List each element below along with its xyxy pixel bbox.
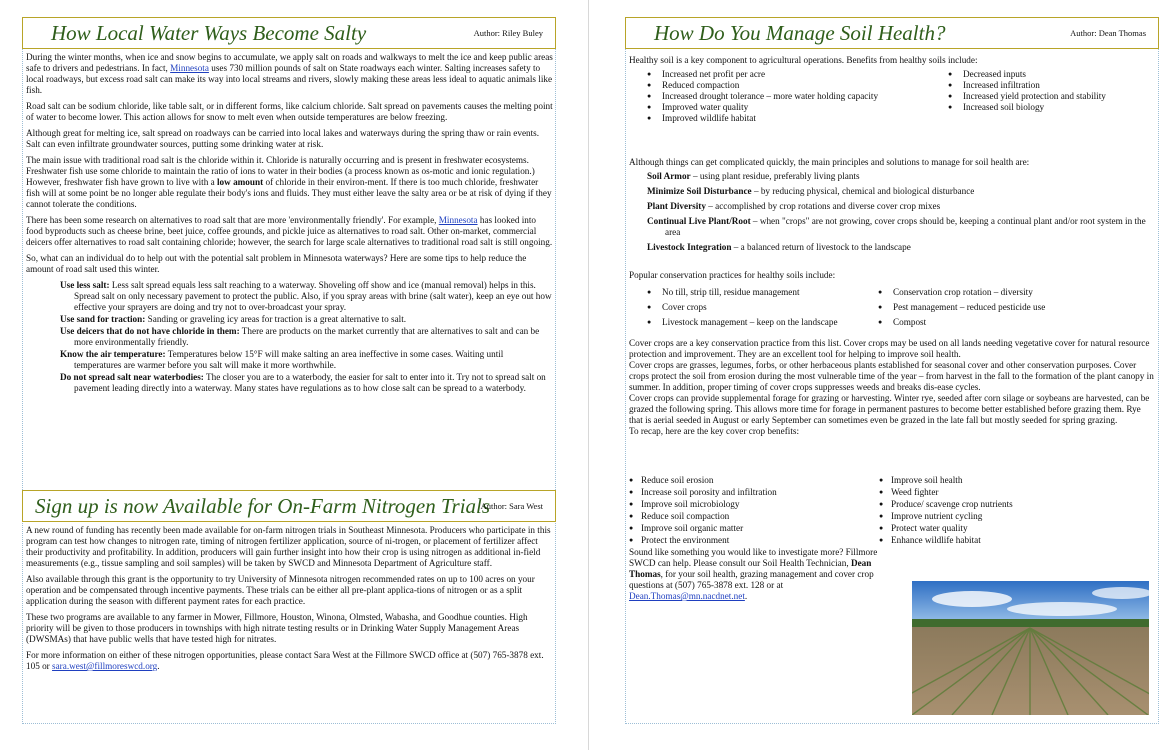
list-item: ● Increased infiltration bbox=[945, 80, 1155, 91]
article-title: How Do You Manage Soil Health? bbox=[654, 21, 946, 45]
article-soil-title-bar bbox=[625, 17, 1159, 49]
soil-intro: Healthy soil is a key component to agricultural operations. Benefits from healthy soils include: bbox=[629, 55, 978, 65]
list-item: ● Reduce soil erosion bbox=[629, 474, 874, 486]
paragraph: Cover crops are grasses, legumes, forbs, or other herbaceous plants established for seasonal cover and other conservation purposes. Cover crops protect the soil from erosion during the most vulnerable time of the year – from harvest in the fall to the formation of the plant canopy in summer. In addition, proper timing of cover crops suppresses weeds and breaks dis-ease cycles. bbox=[629, 360, 1154, 392]
principle-item: Livestock Integration – a balanced return of livestock to the landscape bbox=[647, 242, 911, 252]
list-item: ● Increase soil porosity and infiltration bbox=[629, 486, 874, 498]
paragraph: During the winter months, when ice and snow begins to accumulate, we apply salt on roads and walkways to melt the ice and keep public areas safe to drivers and pedestrians. In fact, Minnesota uses 730 million pounds of salt on State roadways each winter. Salting increases safety to local roadways, but excess road salt can make its way into local streams and rivers, slowly making these areas less ideal to aquatic animals like fish. bbox=[26, 52, 553, 95]
article-water-title-bar bbox=[22, 17, 556, 49]
article-title: Sign up is now Available for On-Farm Nitrogen Trials bbox=[35, 494, 491, 518]
list-item: ● Increased soil biology bbox=[945, 102, 1155, 113]
article-author: Author: Riley Buley bbox=[473, 28, 543, 38]
field-photo bbox=[912, 581, 1149, 715]
list-item: ● Cover crops bbox=[644, 300, 874, 315]
principle-item: Minimize Soil Disturbance – by reducing physical, chemical and biological disturbance bbox=[647, 186, 975, 196]
recap-list-col1 bbox=[629, 474, 874, 546]
list-item: ● Improve nutrient cycling bbox=[879, 510, 1149, 522]
list-item: ● Protect water quality bbox=[879, 522, 1149, 534]
practices-list-col2 bbox=[875, 285, 1145, 330]
benefits-list-col1 bbox=[644, 69, 944, 124]
list-item: ● Produce/ scavenge crop nutrients bbox=[879, 498, 1149, 510]
page-divider bbox=[588, 0, 589, 750]
list-item: ● Conservation crop rotation – diversity bbox=[875, 285, 1145, 300]
article-water-body bbox=[26, 52, 553, 395]
contact-paragraph: Sound like something you would like to investigate more? Fillmore SWCD can help. Please consult our Soil Health Technician, Dean Thomas, for your soil health, grazing management and cover crop questions at (507) 765-3878 ext. 128 or at Dean.Thomas@mn.nacdnet.net. bbox=[629, 547, 878, 601]
benefits-list-col2 bbox=[945, 69, 1155, 113]
paragraph: Also available through this grant is the opportunity to try University of Minnesota nitrogen recommended rates on up to 100 acres on your operation and be compensated through incentive payments. These trials can be either all pre-plant applica-tions of nitrogen or as a split application during the season with different payment rates for each practice. bbox=[26, 574, 535, 606]
principles-list bbox=[647, 171, 1152, 253]
article-author: Author: Dean Thomas bbox=[1070, 28, 1146, 38]
list-item: ● Improve soil organic matter bbox=[629, 522, 874, 534]
paragraph: For more information on either of these nitrogen opportunities, please contact Sara West at the Fillmore SWCD office at (507) 765-3878 ext. 105 or sara.west@fillmoreswcd.org. bbox=[26, 650, 544, 671]
list-item: ● Pest management – reduced pesticide use bbox=[875, 300, 1145, 315]
list-item: ● Reduce soil compaction bbox=[629, 510, 874, 522]
recap-list-col2 bbox=[879, 474, 1149, 546]
paragraph: There has been some research on alternatives to road salt that are more 'environmentally friendly'. For example, Minnesota has looked into food byproducts such as cheese brine, beet juice, coffee grounds, and pickle juice as alternatives to road salt. Other on-market, commercial deicers offer alternatives to road salt containing chloride; however, the search for large scale alternatives to traditional road salt is still ongoing. bbox=[26, 215, 553, 247]
email-link[interactable]: Dean.Thomas@mn.nacdnet.net bbox=[629, 591, 745, 601]
paragraph: Although great for melting ice, salt spread on roadways can be carried into local lakes and waterways during the spring thaw or rain events. Salt can even infiltrate groundwater sources, putting some drinking water at risk. bbox=[26, 128, 540, 149]
paragraph: These two programs are available to any farmer in Mower, Fillmore, Houston, Winona, Olmsted, Wabasha, and Goodhue counties. High priority will be given to those producers in townships with high nitrate testing results or in Drinking Water Supply Management Areas (DWSMAs) that have public wells that have tested high for nitrates. bbox=[26, 612, 528, 644]
list-item: ● Reduced compaction bbox=[644, 80, 944, 91]
article-author: Author: Sara West bbox=[480, 501, 543, 511]
list-item: ● Protect the environment bbox=[629, 534, 874, 546]
article-title: How Local Water Ways Become Salty bbox=[51, 21, 367, 45]
list-item: ● Improved water quality bbox=[644, 102, 944, 113]
salt-tips-list bbox=[26, 280, 553, 394]
list-item: ● Improve soil health bbox=[879, 474, 1149, 486]
list-item: ● Increased yield protection and stability bbox=[945, 91, 1155, 102]
practices-intro: Popular conservation practices for healthy soils include: bbox=[629, 270, 836, 280]
tip-item: Know the air temperature: Temperatures below 15°F will make salting an area ineffective in some cases. Waiting until temperatures are warmer before you salt will make it more worthwhile. bbox=[60, 349, 504, 370]
minnesota-link[interactable]: Minnesota bbox=[170, 63, 209, 73]
tip-item: Use deicers that do not have chloride in them: There are products on the market currently that are alternatives to salt and can be more environmentally friendly. bbox=[60, 326, 540, 347]
list-item: ● No till, strip till, residue management bbox=[644, 285, 874, 300]
principles-intro: Although things can get complicated quickly, the main principles and solutions to manage for soil health are: bbox=[629, 157, 1030, 167]
paragraph: So, what can an individual do to help out with the potential salt problem in Minnesota waterways? Here are some tips to help reduce the amount of road salt used this winter. bbox=[26, 253, 527, 274]
practices-list-col1 bbox=[644, 285, 874, 330]
article-nitrogen-title-bar bbox=[22, 490, 556, 522]
paragraph: A new round of funding has recently been made available for on-farm nitrogen trials in Southeast Minnesota. Producers who participate in this program can test how changes to nitrogen rate, timing of nitrogen fertilizer application, source of ni-trogen, or placement of fertilizer affect their productivity and profitability. In addition, producers will gain further insight into how their crop is using nitrogen as additional in-field measurements (e.g., tissue sampling and soil samples) will be taken by SWCD and Minnesota Department of Agriculture staff. bbox=[26, 525, 551, 568]
list-item: ● Weed fighter bbox=[879, 486, 1149, 498]
tip-item: Do not spread salt near waterbodies: The closer you are to a waterbody, the easier for salt to enter into it. Try not to spread salt on pavement leading directly into a waterway. Many states have regulations as to how close salt can be spread to a waterbody. bbox=[60, 372, 546, 393]
list-item: ● Increased net profit per acre bbox=[644, 69, 944, 80]
paragraph: Cover crops can provide supplemental forage for grazing or harvesting. Winter rye, seeded after corn silage or soybeans are harvested, can be grazed the following spring. This allows more time for forage in permanent pastures to become better established before grazing them. Rye that is aerial seeded in August or early September can sometimes even be grazed in the late fall but mostly seeded for spring grazing. bbox=[629, 393, 1150, 425]
article-nitrogen-body bbox=[26, 525, 553, 677]
email-link[interactable]: sara.west@fillmoreswcd.org bbox=[52, 661, 158, 671]
list-item: ● Enhance wildlife habitat bbox=[879, 534, 1149, 546]
principle-item: Plant Diversity – accomplished by crop rotations and diverse cover crop mixes bbox=[647, 201, 941, 211]
tip-item: Use sand for traction: Sanding or graveling icy areas for traction is a great alternative to salt. bbox=[60, 314, 407, 324]
paragraph: Cover crops are a key conservation practice from this list. Cover crops may be used on all lands needing vegetative cover for natural resource protection and improvement. They are an excellent tool for helping to improve soil health. bbox=[629, 338, 1150, 359]
paragraph: Road salt can be sodium chloride, like table salt, or in different forms, like calcium chloride. Salt spread on pavements causes the melting point of water to become lower. This action allows for snow to melt even when outside temperatures are below freezing. bbox=[26, 101, 553, 122]
list-item: ● Increased drought tolerance – more water holding capacity bbox=[644, 91, 944, 102]
cover-crops-text bbox=[629, 338, 1155, 437]
principle-item: Soil Armor – using plant residue, preferably living plants bbox=[647, 171, 860, 181]
list-item: ● Livestock management – keep on the landscape bbox=[644, 315, 874, 330]
recap-intro: To recap, here are the key cover crop benefits: bbox=[629, 426, 799, 436]
minnesota-link[interactable]: Minnesota bbox=[438, 215, 478, 225]
list-item: ● Improved wildlife habitat bbox=[644, 113, 944, 124]
paragraph: The main issue with traditional road salt is the chloride within it. Chloride is naturally occurring and is present in freshwater ecosystems. Freshwater fish use some chloride to maintain the ratio of ions to water in their bodies (a process known as os-motic and ionic regulation.) However, freshwater fish have grown to live with a low amount of chloride in their environ-ment. If there is too much chloride, freshwater fish will at some point be no longer able regulate their body's ions and fluids. They must either leave the salty area or be at risk of dying if they cannot tolerate the conditions. bbox=[26, 155, 552, 209]
list-item: ● Improve soil microbiology bbox=[629, 498, 874, 510]
tip-item: Use less salt: Less salt spread equals less salt reaching to a waterway. Shoveling off show and ice (manual removal) helps in this. Spread salt on only necessary pavement to protect the public. Also, if you spray areas with brine (salt water), keep an eye out how effective your sprayers are doing and try not to over-broadcast your spray. bbox=[60, 280, 552, 312]
list-item: ● Decreased inputs bbox=[945, 69, 1155, 80]
list-item: ● Compost bbox=[875, 315, 1145, 330]
principle-item: Continual Live Plant/Root – when "crops" are not growing, cover crops should be, keeping a continual plant and/or root system in the area bbox=[647, 216, 1146, 237]
